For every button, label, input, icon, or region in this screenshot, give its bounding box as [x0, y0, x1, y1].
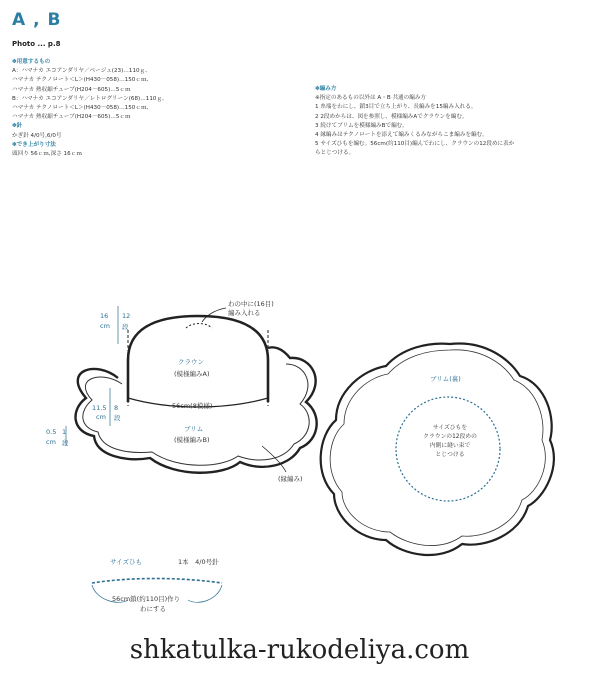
- crown-top-note-2: 編み入れる: [228, 309, 261, 317]
- instruction-line: ※指定のあるもの以外は A・B 共通の編み方: [315, 95, 427, 102]
- crown-depth-unit: cm: [100, 322, 110, 330]
- edge-rows: 1: [62, 428, 67, 436]
- crown-rows: 12: [122, 312, 131, 320]
- size-cord-join: わにする: [140, 605, 166, 613]
- instruction-line: らとじつける。: [315, 150, 355, 157]
- circumference-label: 56cm(8模様): [172, 402, 213, 410]
- brim-rows: 8: [114, 404, 119, 412]
- materials-heading: ✽用意するもの: [12, 59, 51, 65]
- brim-depth-unit: cm: [96, 413, 106, 421]
- edge-depth-unit: cm: [46, 438, 56, 446]
- watermark: shkatulka-rukodeliya.com: [129, 635, 470, 665]
- needle-text: かぎ針 4/0号,6/0号: [12, 132, 62, 139]
- brim-back-note: [420, 424, 480, 460]
- brim-depth: 11.5: [92, 404, 107, 412]
- materials-line: ハマナカ 熱収縮チューブ(H204－605)…5ｃｍ: [12, 86, 131, 93]
- brim-rows-unit: 段: [114, 414, 121, 422]
- size-cord-spec: 1本 4/0号針: [178, 558, 219, 566]
- brim-back-note-line: とじつける: [435, 452, 465, 458]
- pattern-title: A , B: [12, 10, 62, 30]
- materials-line: B：ハマナカ エコアンダリヤ／レトログリーン(68)…110ｇ、: [12, 95, 168, 102]
- brim-back-label: ブリム(裏): [430, 375, 461, 383]
- brim-back-note-line: クラウンの12段めの: [423, 434, 477, 440]
- brim-pattern: (模様編みB): [174, 436, 210, 444]
- edge-rows-unit: 段: [62, 439, 69, 447]
- materials-line: ハマナカ テクノロート＜L＞(H430－058)…150ｃｍ、: [12, 77, 153, 84]
- needle-heading: ✽針: [12, 123, 23, 130]
- edging-label: (縁編み): [278, 475, 303, 483]
- instruction-line: 1 糸端をわにし、鎖3目で立ち上がり、長編みを15編み入れる。: [315, 104, 477, 111]
- instruction-line: 5 サイズひもを編む。56cm(約110目)編んでわにし、クラウンの12段めに表か: [315, 141, 515, 148]
- size-cord-label: サイズひも: [110, 558, 142, 566]
- size-cord-chain: [92, 579, 222, 584]
- crown-rows-unit: 段: [122, 323, 129, 331]
- hat-brim-outer-edge: [76, 347, 317, 472]
- crown-pattern: (模様編みA): [174, 370, 210, 378]
- photo-reference: Photo ... p.8: [12, 40, 61, 48]
- materials-line: ハマナカ テクノロート＜L＞(H430－058)…150ｃｍ、: [12, 105, 153, 112]
- brim-label: ブリム: [184, 425, 204, 433]
- brim-back-note-line: 内側に縫い束で: [429, 443, 471, 449]
- materials-line: ハマナカ 熱収縮チューブ(H204－605)…5ｃｍ: [12, 114, 131, 121]
- size-text: 頭回り 56ｃｍ,深さ 16ｃｍ: [12, 151, 82, 158]
- size-heading: ✽でき上がり寸法: [12, 141, 56, 148]
- size-cord-length: 56cm鎖(約110目)作り: [112, 595, 181, 603]
- brim-back-note-line: サイズひもを: [432, 425, 468, 431]
- instruction-line: 3 続けてブリムを模様編みBで編む。: [315, 122, 408, 129]
- instruction-line: 4 縁編みはテクノロートを添えて編みくるみながらこま編みを編む。: [315, 132, 488, 139]
- crown-label: クラウン: [178, 358, 204, 366]
- crown-top-note: わの中に(16目): [228, 300, 274, 308]
- edge-depth: 0.5: [46, 428, 57, 436]
- crown-depth: 16: [100, 312, 109, 320]
- materials-line: A：ハマナカ エコアンダリヤ／ベージュ(23)…110ｇ、: [12, 68, 151, 75]
- instructions-heading: ✽編み方: [315, 86, 337, 92]
- instruction-line: 2 2段めからは、図を参照し、模様編みAでクラウンを編む。: [315, 113, 468, 120]
